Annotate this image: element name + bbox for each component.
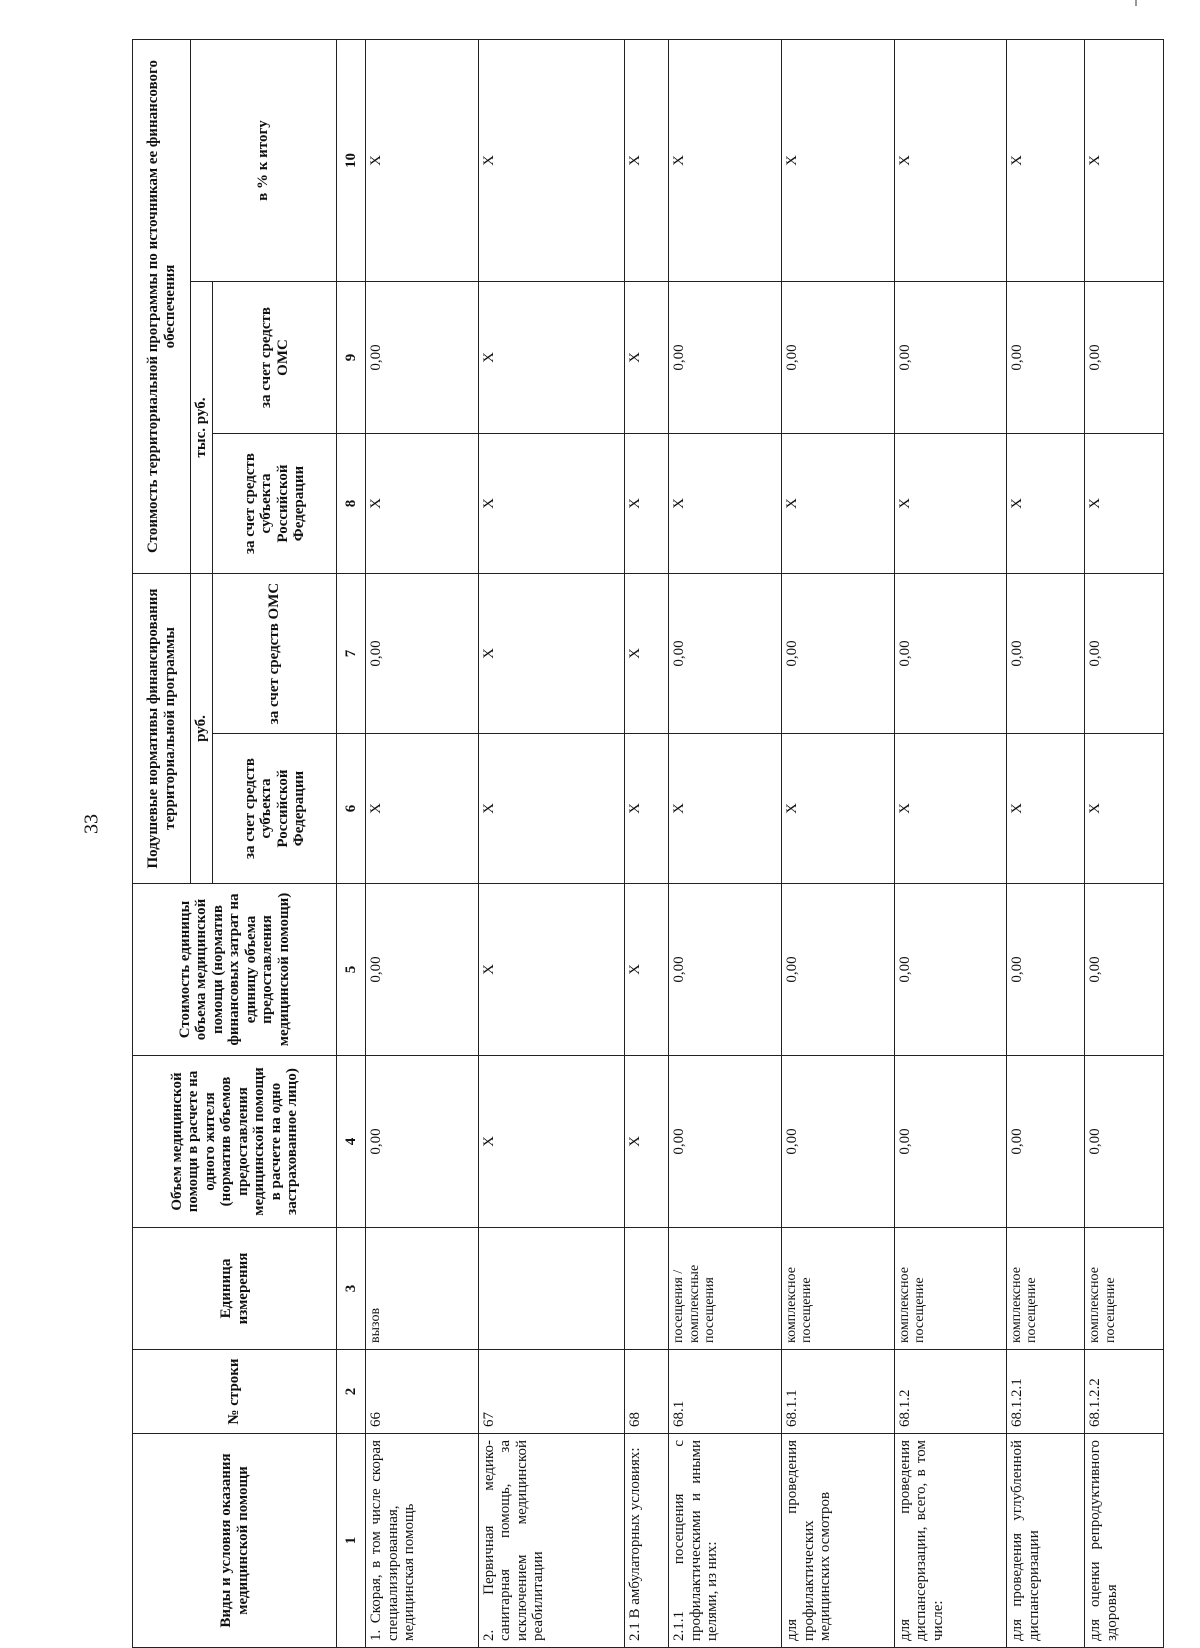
row-unit [478,1228,625,1350]
header-percent: в % к итогу [191,40,337,282]
row-unit-cost: X [478,884,625,1056]
row-unit: комплексное посещение [894,1228,1007,1350]
row-subject-rub: X [478,734,625,884]
row-line: 68.1.2 [894,1350,1007,1434]
row-volume: 0,00 [1007,1056,1085,1228]
rotated-table-wrapper [132,40,1164,1648]
column-number-row [337,40,366,1648]
row-unit-cost: 0,00 [669,884,782,1056]
header-subject-thous: за счет средств субъекта Российской Федерации [213,434,337,574]
row-name: для проведения диспансеризации, всего, в том числе: [894,1434,1007,1648]
page-number: 33 [80,814,103,834]
row-name: 2.1 В амбулаторных условиях: [625,1434,669,1648]
row-unit-cost: 0,00 [1085,884,1164,1056]
row-oms-thous: 0,00 [782,282,895,434]
row-unit: комплексное посещение [1007,1228,1085,1350]
row-unit-cost: 0,00 [366,884,479,1056]
row-percent: X [782,40,895,282]
row-percent: X [894,40,1007,282]
corner-mark [1135,0,1137,6]
header-oms-thous: за счет средств ОМС [213,282,337,434]
row-oms-rub: X [478,574,625,734]
row-subject-rub: X [782,734,895,884]
header-per-capita: Подушевые нормативы финансирования территориальной программы [133,574,191,884]
col-number: 2 [337,1350,366,1434]
row-name: 1. Скорая, в том числе скорая специализированная, медицинская помощь [366,1434,479,1648]
row-subject-thous: X [1085,434,1164,574]
table-row [1085,40,1164,1648]
row-subject-rub: X [669,734,782,884]
header-oms-rub: за счет средств ОМС [213,574,337,734]
header-unit-cost: Стоимость единицы объема медицинской помощи (норматив финансовых затрат на единицу объема предоставления медицинской помощи) [133,884,337,1056]
row-subject-thous: X [625,434,669,574]
row-subject-rub: X [366,734,479,884]
row-oms-thous: X [478,282,625,434]
row-line: 68.1.2.2 [1085,1350,1164,1434]
col-number: 8 [337,434,366,574]
row-percent: X [366,40,479,282]
row-unit-cost: 0,00 [894,884,1007,1056]
row-line: 68.1 [669,1350,782,1434]
row-oms-thous: 0,00 [1085,282,1164,434]
row-subject-thous: X [1007,434,1085,574]
row-name: 2. Первичная медико-санитарная помощь, за исключением медицинской реабилитации [478,1434,625,1648]
row-oms-thous: 0,00 [894,282,1007,434]
row-subject-thous: X [894,434,1007,574]
row-subject-rub: X [625,734,669,884]
row-oms-rub: 0,00 [366,574,479,734]
col-number: 5 [337,884,366,1056]
row-subject-thous: X [782,434,895,574]
row-subject-rub: X [1007,734,1085,884]
table-row [625,40,669,1648]
row-unit: посещения / комплексные посещения [669,1228,782,1350]
row-unit: комплексное посещение [1085,1228,1164,1350]
row-oms-rub: 0,00 [782,574,895,734]
row-oms-rub: 0,00 [669,574,782,734]
row-name: для проведения углубленной диспансеризации [1007,1434,1085,1648]
header-volume: Объем медицинской помощи в расчете на одного жителя (норматив объемов предоставления медицинской помощи в расчете на одно застрахованное лицо) [133,1056,337,1228]
row-subject-thous: X [669,434,782,574]
header-program-cost: Стоимость территориальной программы по источникам ее финансового обеспечения [133,40,191,574]
row-line: 68.1.1 [782,1350,895,1434]
row-volume: X [478,1056,625,1228]
table-row [669,40,782,1648]
row-subject-rub: X [894,734,1007,884]
header-unit: Единица измерения [133,1228,337,1350]
table-row [782,40,895,1648]
col-number: 4 [337,1056,366,1228]
col-number: 6 [337,734,366,884]
row-oms-thous: 0,00 [366,282,479,434]
row-name: для оценки репродуктивного здоровья [1085,1434,1164,1648]
header-thous-rub: тыс. руб. [191,282,213,574]
row-volume: X [625,1056,669,1228]
row-name: для проведения профилактических медицинских осмотров [782,1434,895,1648]
col-number: 1 [337,1434,366,1648]
row-subject-thous: X [478,434,625,574]
row-unit-cost: 0,00 [782,884,895,1056]
col-number: 3 [337,1228,366,1350]
row-unit: вызов [366,1228,479,1350]
row-percent: X [669,40,782,282]
row-volume: 0,00 [894,1056,1007,1228]
header-line-number: № строки [133,1350,337,1434]
header-rub: руб. [191,574,213,884]
col-number: 10 [337,40,366,282]
financing-table [132,39,1164,1648]
row-line: 68.1.2.1 [1007,1350,1085,1434]
row-volume: 0,00 [1085,1056,1164,1228]
row-oms-rub: 0,00 [1085,574,1164,734]
row-percent: X [1007,40,1085,282]
row-oms-thous: X [625,282,669,434]
row-unit-cost: 0,00 [1007,884,1085,1056]
row-oms-thous: 0,00 [1007,282,1085,434]
row-line: 66 [366,1350,479,1434]
row-unit [625,1228,669,1350]
col-number: 7 [337,574,366,734]
col-number: 9 [337,282,366,434]
row-percent: X [625,40,669,282]
row-oms-thous: 0,00 [669,282,782,434]
table-row [894,40,1007,1648]
row-volume: 0,00 [366,1056,479,1228]
row-line: 68 [625,1350,669,1434]
table-row [1007,40,1085,1648]
row-subject-thous: X [366,434,479,574]
row-percent: X [1085,40,1164,282]
row-percent: X [478,40,625,282]
header-types: Виды и условия оказания медицинской помощи [133,1434,337,1648]
row-unit-cost: X [625,884,669,1056]
row-unit: комплексное посещение [782,1228,895,1350]
row-volume: 0,00 [782,1056,895,1228]
row-volume: 0,00 [669,1056,782,1228]
row-oms-rub: 0,00 [1007,574,1085,734]
row-subject-rub: X [1085,734,1164,884]
header-subject-rub: за счет средств субъекта Российской Федерации [213,734,337,884]
row-name: 2.1.1 посещения с профилактическими и иными целями, из них: [669,1434,782,1648]
row-line: 67 [478,1350,625,1434]
table-row [366,40,479,1648]
row-oms-rub: 0,00 [894,574,1007,734]
row-oms-rub: X [625,574,669,734]
table-row [478,40,625,1648]
